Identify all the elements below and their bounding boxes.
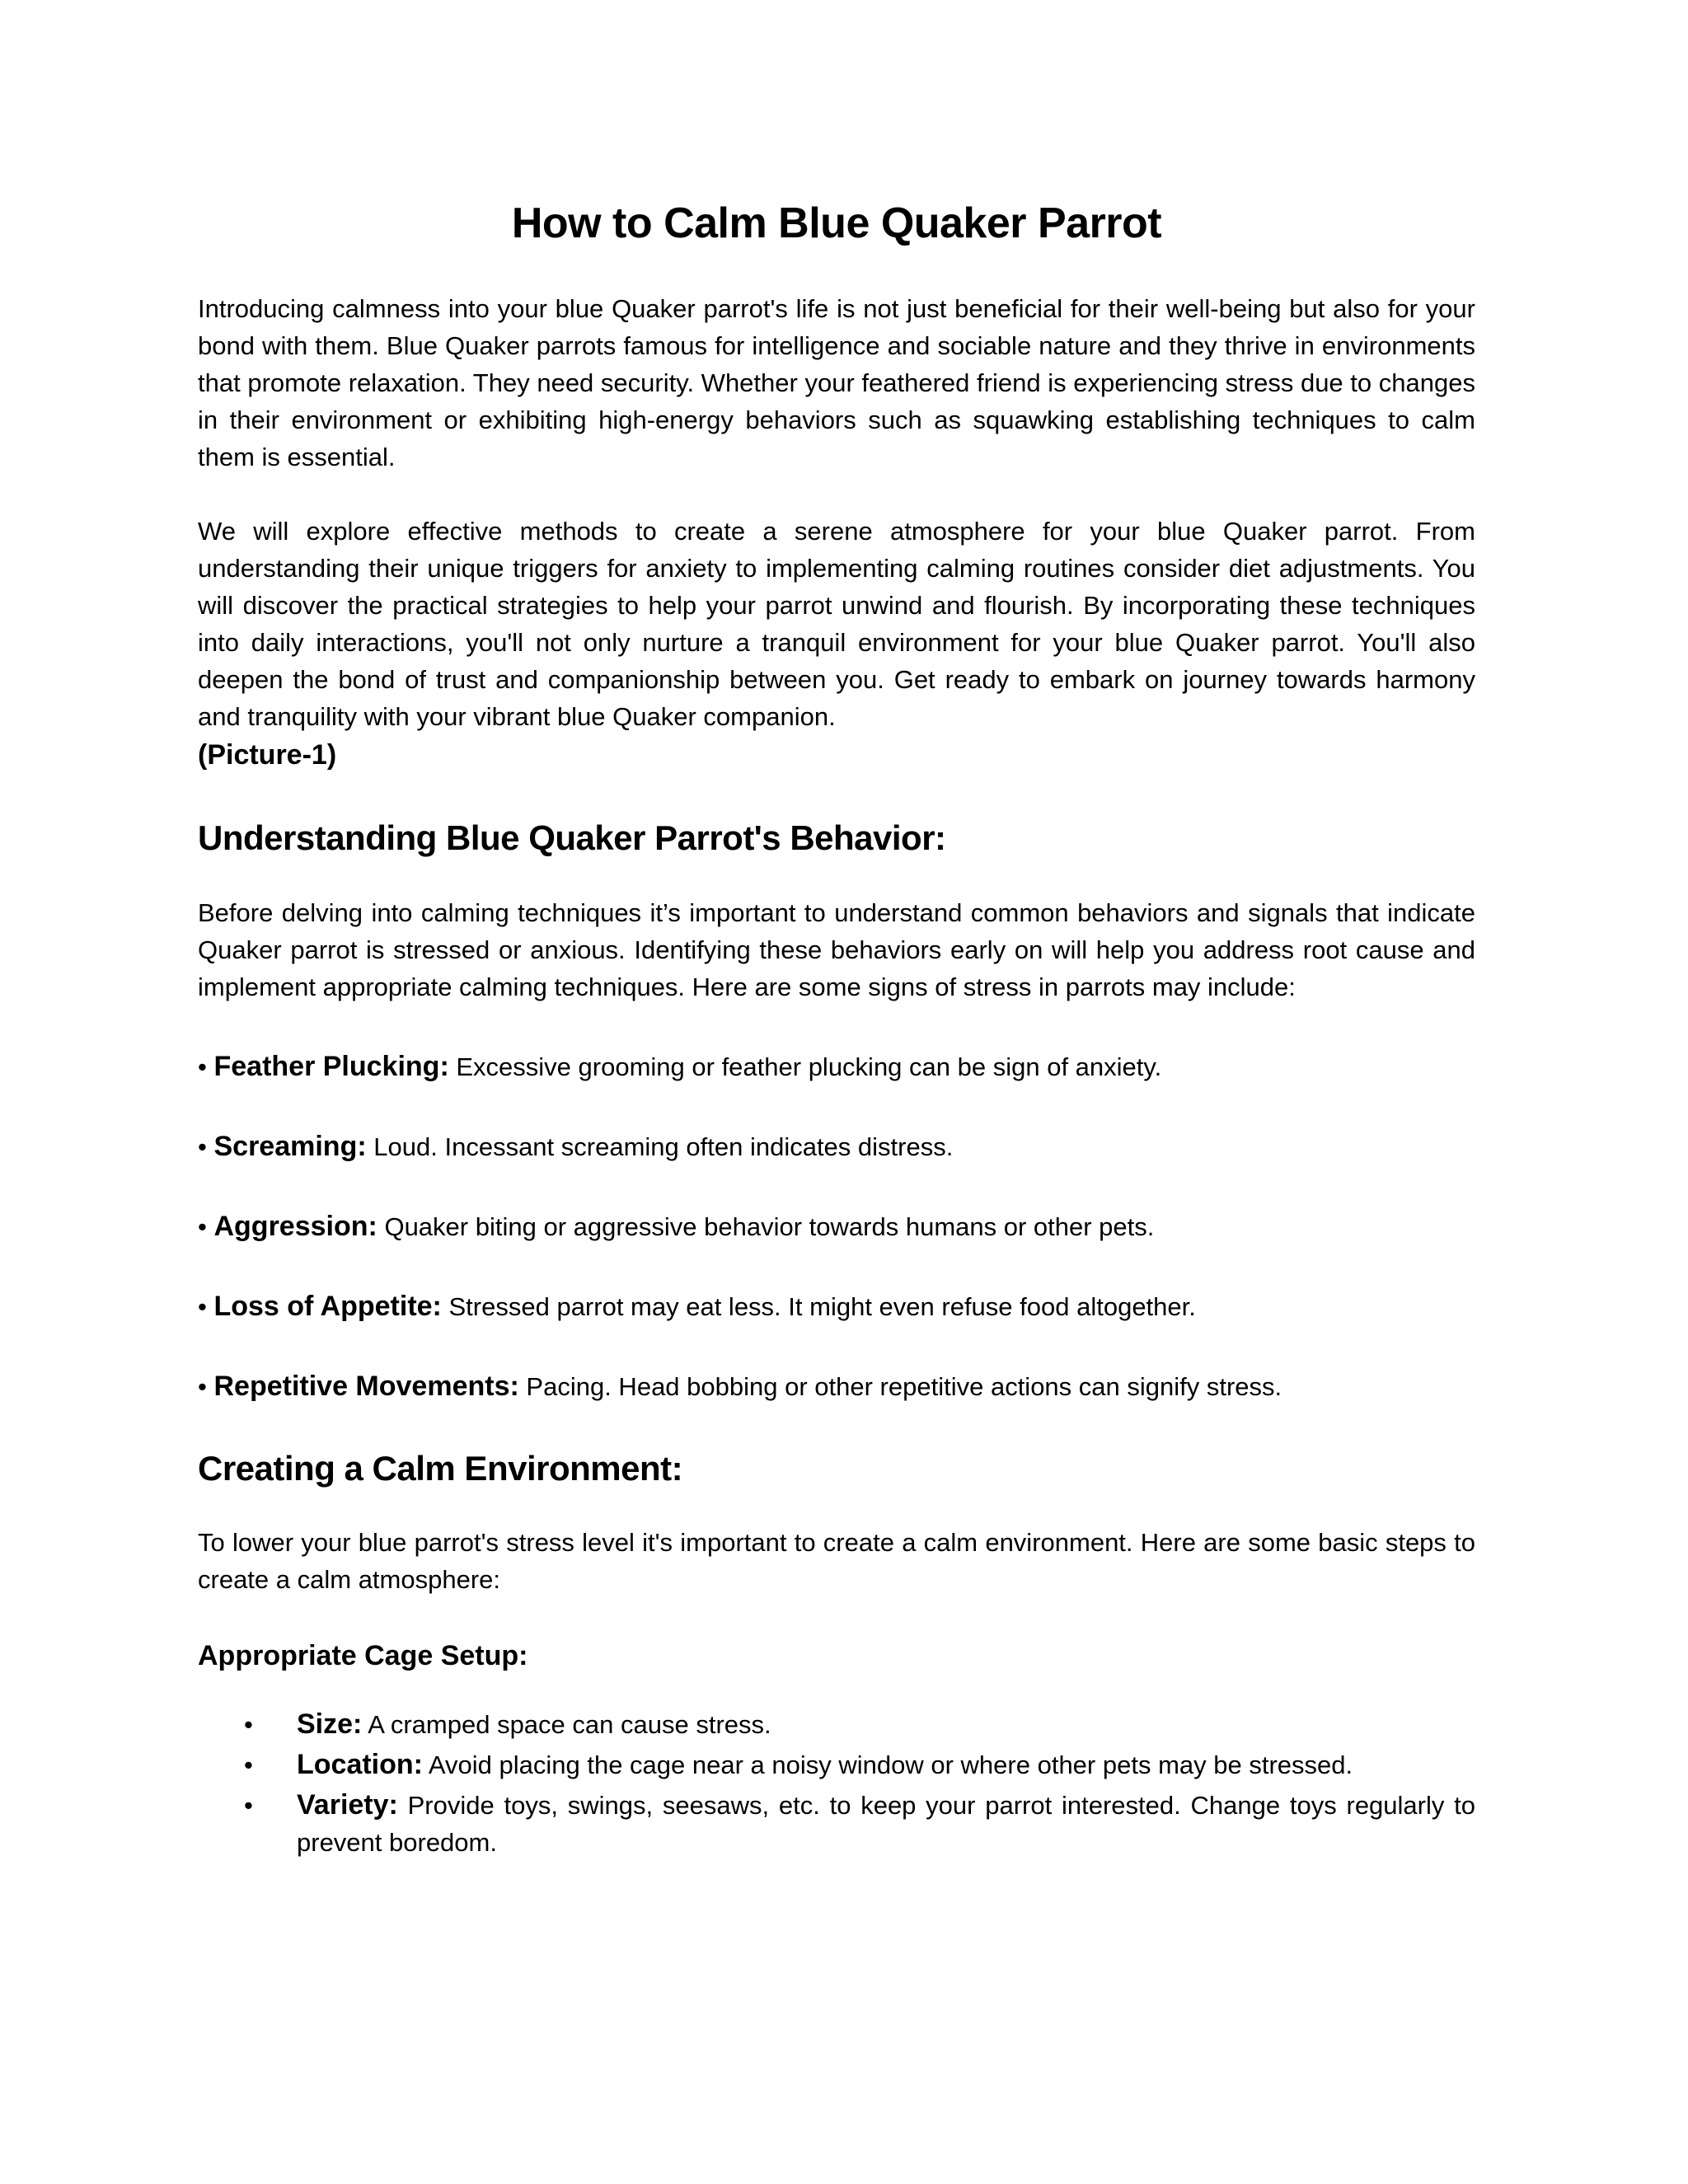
picture-reference: (Picture-1) [198,739,337,771]
intro-paragraph-1: Introducing calmness into your blue Quaker parrot's life is not just beneficial for their well-being but also for your bond with them. Blue Quaker parrots famous for intelligence and sociable nature and they thrive in environments that promote relaxation. They need security. Whether your feathered friend is experiencing stress due to changes in their environment or exhibiting high-energy behaviors such as squawking establishing techniques to calm them is essential. [198,294,1475,472]
sign-term: Aggression: [213,1210,377,1242]
bullet-icon: • [198,1291,207,1321]
item-term: Variety: [297,1788,398,1821]
item-term: Size: [297,1708,363,1740]
bullet-icon: • [198,1132,207,1161]
item-text: Provide toys, swings, seesaws, etc. to keep your parrot interested. Change toys regularly to prevent boredom. [297,1790,1475,1857]
bullet-icon: • [244,1709,253,1739]
sign-text: Loud. Incessant screaming often indicates distress. [366,1132,954,1161]
sign-text: Excessive grooming or feather plucking can be sign of anxiety. [448,1052,1162,1081]
sign-term: Loss of Appetite: [213,1290,442,1322]
bullet-icon: • [244,1750,253,1779]
subheading-cage-setup: Appropriate Cage Setup: [198,1640,528,1672]
bullet-icon: • [198,1212,207,1241]
list-item [198,1208,1475,1245]
list-item [198,1128,1475,1165]
stress-signs-list [198,1048,1475,1405]
list-item [198,1288,1475,1325]
sign-text: Pacing. Head bobbing or other repetitive actions can signify stress. [518,1371,1282,1401]
list-item [198,1048,1475,1085]
list-item [198,1746,1475,1783]
behavior-paragraph: Before delving into calming techniques it’s important to understand common behaviors and signals that indicate Quaker parrot is stressed or anxious. Identifying these behaviors early on will help you address root cause and implement appropriate calming techniques. Here are some signs of stress in parrots may include: [198,898,1475,1001]
environment-paragraph: To lower your blue parrot's stress level it's important to create a calm environment. Here are some basic steps to create a calm atmosphere: [198,1528,1475,1595]
sign-text: Stressed parrot may eat less. It might even refuse food altogether. [441,1291,1196,1321]
cage-setup-list [198,1706,1475,1861]
list-item [198,1368,1475,1405]
section-heading-environment: Creating a Calm Environment: [198,1448,683,1488]
item-term: Location: [297,1748,423,1780]
section-heading-behavior: Understanding Blue Quaker Parrot's Behavior: [198,818,946,858]
list-item [198,1787,1475,1861]
sign-text: Quaker biting or aggressive behavior towards humans or other pets. [377,1212,1155,1241]
item-text: Avoid placing the cage near a noisy window or where other pets may be stressed. [422,1750,1353,1779]
item-text: A cramped space can cause stress. [362,1709,771,1739]
bullet-icon: • [198,1052,207,1081]
sign-term: Feather Plucking: [213,1050,449,1082]
bullet-icon: • [244,1790,253,1820]
intro-paragraph-2: We will explore effective methods to create a serene atmosphere for your blue Quaker parrot. From understanding their unique triggers for anxiety to implementing calming routines consider diet adjustments. You will discover the practical strategies to help your parrot unwind and flourish. By incorporating these techniques into daily interactions, you'll not only nurture a tranquil environment for your blue Quaker parrot. You'll also deepen the bond of trust and companionship between you. Get ready to embark on journey towards harmony and tranquility with your vibrant blue Quaker companion. [198,517,1475,732]
document-content [198,198,1475,1864]
bullet-icon: • [198,1371,207,1401]
page-title: How to Calm Blue Quaker Parrot [511,199,1162,247]
list-item [198,1706,1475,1743]
sign-term: Repetitive Movements: [213,1370,519,1402]
sign-term: Screaming: [213,1130,367,1162]
